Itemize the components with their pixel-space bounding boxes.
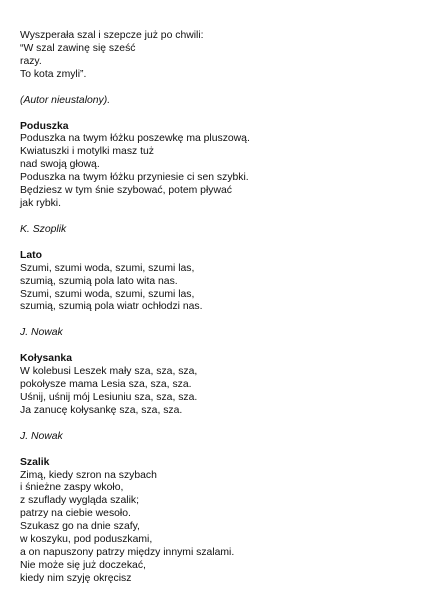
poem-line: Poduszka na twym łóżku poszewkę ma pluszową.	[20, 133, 250, 145]
poem-line: To kota zmyli”.	[20, 68, 87, 80]
poem-line: Poduszka na twym łóżku przyniesie ci sen szybki.	[20, 172, 249, 184]
author-credit: K. Szoplik	[20, 223, 67, 235]
poem-line: w koszyku, pod poduszkami,	[20, 534, 153, 546]
poem-line: Nie może się już doczekać,	[20, 559, 146, 571]
author-credit: J. Nowak	[20, 430, 63, 442]
poem-kolysanka	[20, 353, 410, 418]
intro-stanza	[20, 30, 410, 82]
poem-line: Uśnij, uśnij mój Lesiuniu sza, sza, sza.	[20, 391, 198, 403]
poem-line: jak rybki.	[20, 197, 61, 209]
poem-line: Ja zanucę kołysankę sza, sza, sza.	[20, 404, 183, 416]
poem-line: Szumi, szumi woda, szumi, szumi las,	[20, 262, 195, 274]
poem-line: z szuflady wygląda szalik;	[20, 495, 139, 507]
poem-line: a on napuszony patrzy między innymi szalami.	[20, 547, 235, 558]
poem-line: razy.	[20, 55, 42, 67]
author-credit: J. Nowak	[20, 327, 63, 339]
document-page	[20, 30, 410, 586]
author-credit: (Autor nieustalony).	[20, 94, 111, 106]
poem-line: pokołysze mama Lesia sza, sza, sza.	[20, 379, 192, 391]
poem-title: Szalik	[20, 456, 50, 468]
poem-line: Wyszperała szal i szepcze już po chwili:	[20, 30, 204, 41]
poem-lato	[20, 250, 410, 315]
poem-line: W kolebusi Leszek mały sza, sza, sza,	[20, 366, 198, 378]
poem-title: Poduszka	[20, 120, 69, 132]
poem-line: patrzy na ciebie wesoło.	[20, 508, 131, 520]
poem-line: Zimą, kiedy szron na szybach	[20, 469, 157, 481]
poem-line: Kwiatuszki i motylki masz tuż	[20, 146, 154, 158]
poem-line: nad swoją głową.	[20, 159, 100, 171]
poem-poduszka	[20, 121, 410, 211]
poem-line: szumią, szumią pola wiatr ochłodzi nas.	[20, 301, 203, 313]
poem-title: Lato	[20, 249, 42, 261]
poem-line: Szukasz go na dnie szafy,	[20, 521, 140, 533]
poem-line: “W szal zawinę się sześć	[20, 42, 136, 54]
poem-line: szumią, szumią pola lato wita nas.	[20, 275, 178, 287]
poem-title: Kołysanka	[20, 353, 72, 365]
poem-line: Będziesz w tym śnie szybować, potem pływać	[20, 185, 232, 197]
poem-szalik	[20, 457, 410, 586]
poem-line: i śnieżne zaspy wkoło,	[20, 482, 124, 494]
poem-line: Szumi, szumi woda, szumi, szumi las,	[20, 288, 195, 300]
poem-line: kiedy nim szyję okręcisz	[20, 572, 132, 584]
